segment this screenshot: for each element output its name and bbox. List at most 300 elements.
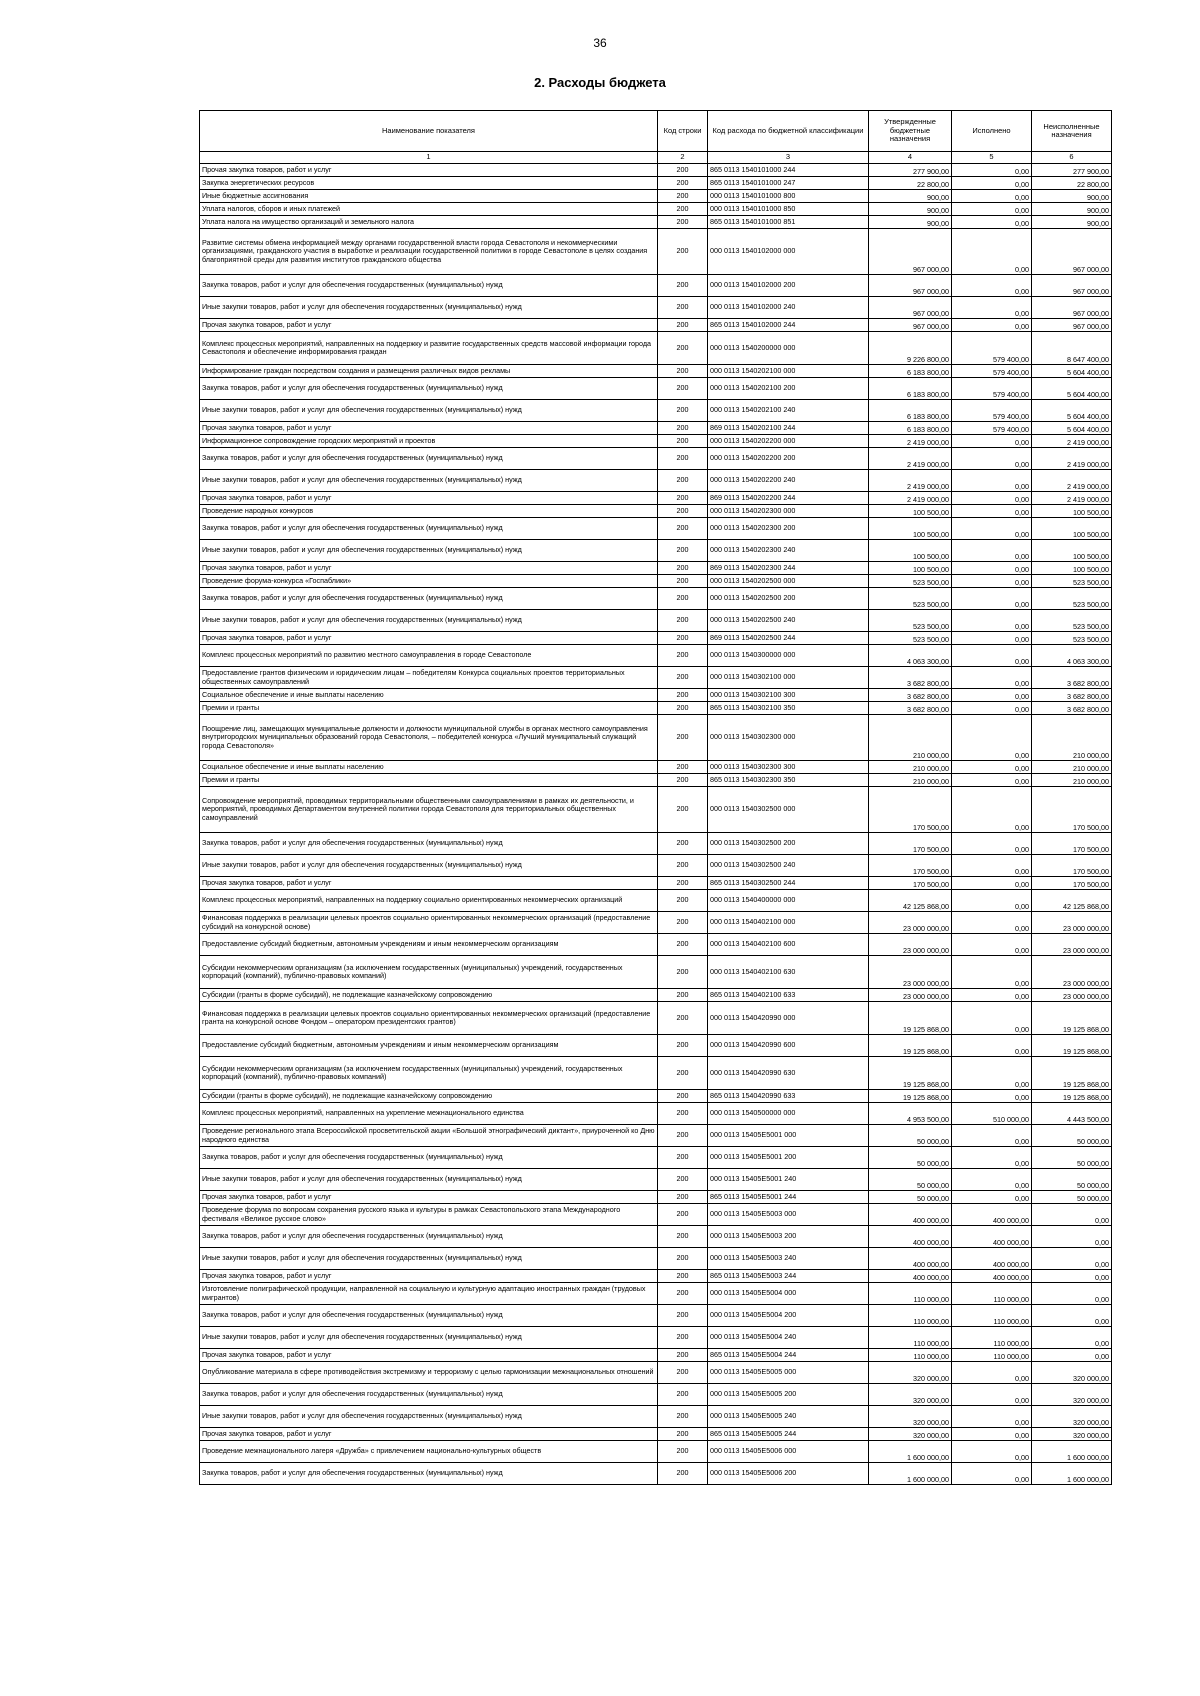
row-line-code: 200 bbox=[658, 177, 708, 190]
row-expense-code: 000 0113 15405E5005 200 bbox=[708, 1384, 869, 1406]
row-executed: 0,00 bbox=[952, 1090, 1032, 1103]
row-expense-code: 000 0113 1540101000 850 bbox=[708, 203, 869, 216]
column-header-name: Наименование показателя bbox=[200, 111, 658, 152]
column-number: 2 bbox=[658, 152, 708, 164]
row-line-code: 200 bbox=[658, 365, 708, 378]
row-executed: 110 000,00 bbox=[952, 1327, 1032, 1349]
table-row bbox=[200, 400, 1112, 422]
row-executed: 0,00 bbox=[952, 774, 1032, 787]
row-name: Субсидии (гранты в форме субсидий), не подлежащие казначейскому сопровождению bbox=[200, 989, 658, 1002]
row-name: Иные закупки товаров, работ и услуг для обеспечения государственных (муниципальных) нужд bbox=[200, 1248, 658, 1270]
row-approved: 523 500,00 bbox=[869, 575, 952, 588]
row-remaining: 0,00 bbox=[1032, 1327, 1112, 1349]
row-expense-code: 000 0113 1540402100 630 bbox=[708, 956, 869, 989]
row-executed: 400 000,00 bbox=[952, 1226, 1032, 1248]
table-row bbox=[200, 1463, 1112, 1485]
row-name: Развитие системы обмена информацией между органами государственной власти города Севастополя и некоммерческими организациями, гражданского участия в выработке и реализации государственной политики в городе Севастополе в целях создания благоприятной среды для развития институтов гражданского общества bbox=[200, 229, 658, 275]
row-executed: 0,00 bbox=[952, 787, 1032, 833]
row-executed: 0,00 bbox=[952, 1428, 1032, 1441]
row-expense-code: 000 0113 15405E5004 000 bbox=[708, 1283, 869, 1305]
row-approved: 320 000,00 bbox=[869, 1406, 952, 1428]
row-executed: 0,00 bbox=[952, 855, 1032, 877]
row-executed: 0,00 bbox=[952, 1362, 1032, 1384]
row-expense-code: 865 0113 1540102000 244 bbox=[708, 319, 869, 332]
table-row bbox=[200, 645, 1112, 667]
row-approved: 900,00 bbox=[869, 203, 952, 216]
row-executed: 110 000,00 bbox=[952, 1349, 1032, 1362]
row-remaining: 50 000,00 bbox=[1032, 1147, 1112, 1169]
row-remaining: 967 000,00 bbox=[1032, 319, 1112, 332]
row-line-code: 200 bbox=[658, 470, 708, 492]
row-name: Иные закупки товаров, работ и услуг для обеспечения государственных (муниципальных) нужд bbox=[200, 470, 658, 492]
table-row bbox=[200, 610, 1112, 632]
table-row bbox=[200, 833, 1112, 855]
row-name: Информационное сопровождение городских мероприятий и проектов bbox=[200, 435, 658, 448]
table-row bbox=[200, 702, 1112, 715]
row-line-code: 200 bbox=[658, 1362, 708, 1384]
row-remaining: 19 125 868,00 bbox=[1032, 1035, 1112, 1057]
row-executed: 0,00 bbox=[952, 229, 1032, 275]
column-header-line-code: Код строки bbox=[658, 111, 708, 152]
row-expense-code: 000 0113 1540500000 000 bbox=[708, 1103, 869, 1125]
row-expense-code: 865 0113 15405E5001 244 bbox=[708, 1191, 869, 1204]
row-line-code: 200 bbox=[658, 435, 708, 448]
row-expense-code: 869 0113 1540202100 244 bbox=[708, 422, 869, 435]
row-line-code: 200 bbox=[658, 588, 708, 610]
row-executed: 0,00 bbox=[952, 912, 1032, 934]
row-executed: 0,00 bbox=[952, 877, 1032, 890]
table-row bbox=[200, 1428, 1112, 1441]
table-row bbox=[200, 689, 1112, 702]
row-executed: 0,00 bbox=[952, 645, 1032, 667]
row-approved: 2 419 000,00 bbox=[869, 435, 952, 448]
column-number: 5 bbox=[952, 152, 1032, 164]
row-line-code: 200 bbox=[658, 689, 708, 702]
row-executed: 0,00 bbox=[952, 1169, 1032, 1191]
row-line-code: 200 bbox=[658, 422, 708, 435]
row-line-code: 200 bbox=[658, 575, 708, 588]
row-expense-code: 869 0113 1540202200 244 bbox=[708, 492, 869, 505]
row-remaining: 523 500,00 bbox=[1032, 575, 1112, 588]
table-row bbox=[200, 1362, 1112, 1384]
table-row bbox=[200, 787, 1112, 833]
row-line-code: 200 bbox=[658, 667, 708, 689]
row-executed: 0,00 bbox=[952, 190, 1032, 203]
table-row bbox=[200, 1283, 1112, 1305]
row-remaining: 22 800,00 bbox=[1032, 177, 1112, 190]
table-row bbox=[200, 774, 1112, 787]
row-remaining: 523 500,00 bbox=[1032, 610, 1112, 632]
row-name: Иные закупки товаров, работ и услуг для обеспечения государственных (муниципальных) нужд bbox=[200, 400, 658, 422]
row-approved: 1 600 000,00 bbox=[869, 1441, 952, 1463]
row-line-code: 200 bbox=[658, 319, 708, 332]
table-row bbox=[200, 275, 1112, 297]
row-remaining: 4 443 500,00 bbox=[1032, 1103, 1112, 1125]
table-row bbox=[200, 956, 1112, 989]
row-name: Закупка товаров, работ и услуг для обеспечения государственных (муниципальных) нужд bbox=[200, 448, 658, 470]
row-line-code: 200 bbox=[658, 1248, 708, 1270]
row-approved: 19 125 868,00 bbox=[869, 1090, 952, 1103]
row-remaining: 100 500,00 bbox=[1032, 518, 1112, 540]
row-expense-code: 000 0113 15405E5003 240 bbox=[708, 1248, 869, 1270]
row-remaining: 320 000,00 bbox=[1032, 1406, 1112, 1428]
row-expense-code: 000 0113 1540302500 200 bbox=[708, 833, 869, 855]
row-name: Закупка энергетических ресурсов bbox=[200, 177, 658, 190]
row-approved: 170 500,00 bbox=[869, 855, 952, 877]
row-remaining: 3 682 800,00 bbox=[1032, 689, 1112, 702]
table-row bbox=[200, 761, 1112, 774]
row-approved: 19 125 868,00 bbox=[869, 1002, 952, 1035]
row-approved: 50 000,00 bbox=[869, 1191, 952, 1204]
row-executed: 0,00 bbox=[952, 761, 1032, 774]
row-line-code: 200 bbox=[658, 505, 708, 518]
row-approved: 1 600 000,00 bbox=[869, 1463, 952, 1485]
row-line-code: 200 bbox=[658, 448, 708, 470]
row-expense-code: 000 0113 1540400000 000 bbox=[708, 890, 869, 912]
row-remaining: 42 125 868,00 bbox=[1032, 890, 1112, 912]
row-approved: 523 500,00 bbox=[869, 632, 952, 645]
row-approved: 4 953 500,00 bbox=[869, 1103, 952, 1125]
row-name: Закупка товаров, работ и услуг для обеспечения государственных (муниципальных) нужд bbox=[200, 1147, 658, 1169]
row-remaining: 170 500,00 bbox=[1032, 855, 1112, 877]
row-approved: 2 419 000,00 bbox=[869, 448, 952, 470]
row-executed: 0,00 bbox=[952, 562, 1032, 575]
row-name: Прочая закупка товаров, работ и услуг bbox=[200, 1349, 658, 1362]
row-remaining: 0,00 bbox=[1032, 1204, 1112, 1226]
row-expense-code: 865 0113 15405E5005 244 bbox=[708, 1428, 869, 1441]
row-line-code: 200 bbox=[658, 275, 708, 297]
row-name: Закупка товаров, работ и услуг для обеспечения государственных (муниципальных) нужд bbox=[200, 1463, 658, 1485]
table-row bbox=[200, 1270, 1112, 1283]
row-approved: 3 682 800,00 bbox=[869, 689, 952, 702]
table-row bbox=[200, 1191, 1112, 1204]
row-executed: 0,00 bbox=[952, 177, 1032, 190]
row-name: Предоставление грантов физическим и юридическим лицам – победителям Конкурса социальных проектов территориальных общественных самоуправлений bbox=[200, 667, 658, 689]
row-name: Предоставление субсидий бюджетным, автономным учреждениям и иным некоммерческим организациям bbox=[200, 1035, 658, 1057]
row-name: Прочая закупка товаров, работ и услуг bbox=[200, 492, 658, 505]
row-expense-code: 000 0113 1540302100 300 bbox=[708, 689, 869, 702]
row-remaining: 0,00 bbox=[1032, 1305, 1112, 1327]
row-name: Прочая закупка товаров, работ и услуг bbox=[200, 632, 658, 645]
row-expense-code: 000 0113 1540202100 240 bbox=[708, 400, 869, 422]
row-line-code: 200 bbox=[658, 1270, 708, 1283]
row-name: Прочая закупка товаров, работ и услуг bbox=[200, 164, 658, 177]
row-approved: 900,00 bbox=[869, 190, 952, 203]
row-line-code: 200 bbox=[658, 1226, 708, 1248]
row-expense-code: 000 0113 15405E5006 200 bbox=[708, 1463, 869, 1485]
row-line-code: 200 bbox=[658, 1384, 708, 1406]
row-line-code: 200 bbox=[658, 645, 708, 667]
row-name: Социальное обеспечение и иные выплаты населению bbox=[200, 761, 658, 774]
row-line-code: 200 bbox=[658, 518, 708, 540]
row-expense-code: 865 0113 1540402100 633 bbox=[708, 989, 869, 1002]
row-approved: 42 125 868,00 bbox=[869, 890, 952, 912]
row-executed: 110 000,00 bbox=[952, 1283, 1032, 1305]
row-expense-code: 000 0113 1540420990 000 bbox=[708, 1002, 869, 1035]
row-expense-code: 000 0113 1540402100 600 bbox=[708, 934, 869, 956]
row-expense-code: 865 0113 1540420990 633 bbox=[708, 1090, 869, 1103]
row-executed: 0,00 bbox=[952, 1406, 1032, 1428]
table-row bbox=[200, 518, 1112, 540]
row-executed: 0,00 bbox=[952, 689, 1032, 702]
row-remaining: 210 000,00 bbox=[1032, 774, 1112, 787]
table-row bbox=[200, 177, 1112, 190]
row-expense-code: 000 0113 1540302300 000 bbox=[708, 715, 869, 761]
row-expense-code: 000 0113 1540300000 000 bbox=[708, 645, 869, 667]
row-remaining: 19 125 868,00 bbox=[1032, 1090, 1112, 1103]
table-row bbox=[200, 297, 1112, 319]
row-line-code: 200 bbox=[658, 890, 708, 912]
row-remaining: 23 000 000,00 bbox=[1032, 989, 1112, 1002]
row-executed: 0,00 bbox=[952, 1191, 1032, 1204]
row-approved: 210 000,00 bbox=[869, 715, 952, 761]
row-remaining: 100 500,00 bbox=[1032, 505, 1112, 518]
table-row bbox=[200, 1057, 1112, 1090]
row-line-code: 200 bbox=[658, 164, 708, 177]
row-line-code: 200 bbox=[658, 1428, 708, 1441]
row-approved: 100 500,00 bbox=[869, 540, 952, 562]
row-line-code: 200 bbox=[658, 1406, 708, 1428]
row-executed: 579 400,00 bbox=[952, 378, 1032, 400]
table-row bbox=[200, 575, 1112, 588]
row-approved: 967 000,00 bbox=[869, 275, 952, 297]
row-remaining: 1 600 000,00 bbox=[1032, 1441, 1112, 1463]
row-remaining: 23 000 000,00 bbox=[1032, 934, 1112, 956]
row-executed: 0,00 bbox=[952, 1125, 1032, 1147]
table-row bbox=[200, 989, 1112, 1002]
row-expense-code: 000 0113 15405E5006 000 bbox=[708, 1441, 869, 1463]
row-line-code: 200 bbox=[658, 934, 708, 956]
row-remaining: 170 500,00 bbox=[1032, 787, 1112, 833]
row-line-code: 200 bbox=[658, 190, 708, 203]
table-row bbox=[200, 435, 1112, 448]
row-name: Иные бюджетные ассигнования bbox=[200, 190, 658, 203]
row-expense-code: 000 0113 15405E5005 000 bbox=[708, 1362, 869, 1384]
row-line-code: 200 bbox=[658, 1327, 708, 1349]
row-executed: 0,00 bbox=[952, 470, 1032, 492]
row-expense-code: 000 0113 1540102000 000 bbox=[708, 229, 869, 275]
row-name: Прочая закупка товаров, работ и услуг bbox=[200, 1270, 658, 1283]
row-expense-code: 000 0113 1540202300 240 bbox=[708, 540, 869, 562]
row-executed: 0,00 bbox=[952, 319, 1032, 332]
column-number-row bbox=[200, 152, 1112, 164]
row-expense-code: 000 0113 1540202500 000 bbox=[708, 575, 869, 588]
row-expense-code: 000 0113 1540302500 000 bbox=[708, 787, 869, 833]
table-row bbox=[200, 319, 1112, 332]
row-name: Проведение форума-конкурса «Госпаблики» bbox=[200, 575, 658, 588]
budget-expenses-table bbox=[199, 110, 1112, 1485]
row-line-code: 200 bbox=[658, 1305, 708, 1327]
row-remaining: 277 900,00 bbox=[1032, 164, 1112, 177]
row-line-code: 200 bbox=[658, 912, 708, 934]
row-line-code: 200 bbox=[658, 989, 708, 1002]
row-executed: 0,00 bbox=[952, 540, 1032, 562]
row-name: Прочая закупка товаров, работ и услуг bbox=[200, 319, 658, 332]
row-expense-code: 000 0113 1540202100 000 bbox=[708, 365, 869, 378]
column-header-expense-code: Код расхода по бюджетной классификации bbox=[708, 111, 869, 152]
row-approved: 100 500,00 bbox=[869, 518, 952, 540]
table-row bbox=[200, 1125, 1112, 1147]
row-expense-code: 000 0113 1540102000 240 bbox=[708, 297, 869, 319]
row-executed: 0,00 bbox=[952, 297, 1032, 319]
row-line-code: 200 bbox=[658, 540, 708, 562]
column-number: 6 bbox=[1032, 152, 1112, 164]
column-number: 4 bbox=[869, 152, 952, 164]
row-remaining: 210 000,00 bbox=[1032, 761, 1112, 774]
row-expense-code: 865 0113 15405E5003 244 bbox=[708, 1270, 869, 1283]
row-name: Иные закупки товаров, работ и услуг для обеспечения государственных (муниципальных) нужд bbox=[200, 1169, 658, 1191]
row-expense-code: 000 0113 1540101000 800 bbox=[708, 190, 869, 203]
row-approved: 50 000,00 bbox=[869, 1125, 952, 1147]
row-line-code: 200 bbox=[658, 1169, 708, 1191]
row-name: Иные закупки товаров, работ и услуг для обеспечения государственных (муниципальных) нужд bbox=[200, 855, 658, 877]
row-name: Премии и гранты bbox=[200, 774, 658, 787]
row-name: Иные закупки товаров, работ и услуг для обеспечения государственных (муниципальных) нужд bbox=[200, 297, 658, 319]
row-expense-code: 000 0113 1540202300 000 bbox=[708, 505, 869, 518]
row-approved: 900,00 bbox=[869, 216, 952, 229]
row-approved: 6 183 800,00 bbox=[869, 378, 952, 400]
row-remaining: 8 647 400,00 bbox=[1032, 332, 1112, 365]
row-approved: 170 500,00 bbox=[869, 877, 952, 890]
row-expense-code: 869 0113 1540202300 244 bbox=[708, 562, 869, 575]
row-name: Закупка товаров, работ и услуг для обеспечения государственных (муниципальных) нужд bbox=[200, 1384, 658, 1406]
row-line-code: 200 bbox=[658, 332, 708, 365]
row-remaining: 523 500,00 bbox=[1032, 588, 1112, 610]
table-row bbox=[200, 934, 1112, 956]
row-executed: 0,00 bbox=[952, 715, 1032, 761]
row-line-code: 200 bbox=[658, 610, 708, 632]
row-approved: 400 000,00 bbox=[869, 1226, 952, 1248]
row-name: Комплекс процессных мероприятий по развитию местного самоуправления в городе Севастополе bbox=[200, 645, 658, 667]
column-header-approved: Утвержденные бюджетные назначения bbox=[869, 111, 952, 152]
row-expense-code: 000 0113 1540202300 200 bbox=[708, 518, 869, 540]
table-body bbox=[200, 164, 1112, 1485]
row-expense-code: 865 0113 15405E5004 244 bbox=[708, 1349, 869, 1362]
row-executed: 0,00 bbox=[952, 435, 1032, 448]
row-name: Прочая закупка товаров, работ и услуг bbox=[200, 877, 658, 890]
table-row bbox=[200, 1035, 1112, 1057]
row-name: Опубликование материала в сфере противодействия экстремизму и терроризму с целью гармонизации межнациональных отношений bbox=[200, 1362, 658, 1384]
table-row bbox=[200, 667, 1112, 689]
row-remaining: 23 000 000,00 bbox=[1032, 912, 1112, 934]
row-executed: 0,00 bbox=[952, 1384, 1032, 1406]
row-expense-code: 000 0113 1540420990 600 bbox=[708, 1035, 869, 1057]
row-remaining: 19 125 868,00 bbox=[1032, 1002, 1112, 1035]
row-executed: 0,00 bbox=[952, 164, 1032, 177]
row-executed: 0,00 bbox=[952, 505, 1032, 518]
table-row bbox=[200, 505, 1112, 518]
row-line-code: 200 bbox=[658, 1057, 708, 1090]
row-executed: 0,00 bbox=[952, 1441, 1032, 1463]
row-approved: 50 000,00 bbox=[869, 1169, 952, 1191]
page-number: 36 bbox=[593, 36, 607, 50]
row-name: Субсидии некоммерческим организациям (за исключением государственных (муниципальных) учреждений, государственных корпораций (компаний), публично-правовых компаний) bbox=[200, 956, 658, 989]
row-executed: 0,00 bbox=[952, 203, 1032, 216]
row-name: Прочая закупка товаров, работ и услуг bbox=[200, 422, 658, 435]
row-executed: 0,00 bbox=[952, 216, 1032, 229]
table-row bbox=[200, 562, 1112, 575]
row-name: Финансовая поддержка в реализации целевых проектов социально ориентированных некоммерческих организаций (предоставление субсидий на конкурсной основе) bbox=[200, 912, 658, 934]
table-row bbox=[200, 365, 1112, 378]
row-executed: 510 000,00 bbox=[952, 1103, 1032, 1125]
table-row bbox=[200, 1349, 1112, 1362]
row-remaining: 5 604 400,00 bbox=[1032, 400, 1112, 422]
table-row bbox=[200, 378, 1112, 400]
row-executed: 0,00 bbox=[952, 588, 1032, 610]
row-expense-code: 000 0113 1540420990 630 bbox=[708, 1057, 869, 1090]
row-remaining: 2 419 000,00 bbox=[1032, 492, 1112, 505]
row-line-code: 200 bbox=[658, 1002, 708, 1035]
row-name: Комплекс процессных мероприятий, направленных на поддержку социально ориентированных некоммерческих организаций bbox=[200, 890, 658, 912]
row-line-code: 200 bbox=[658, 1441, 708, 1463]
row-name: Закупка товаров, работ и услуг для обеспечения государственных (муниципальных) нужд bbox=[200, 378, 658, 400]
row-expense-code: 869 0113 1540202500 244 bbox=[708, 632, 869, 645]
table-row bbox=[200, 1002, 1112, 1035]
table-row bbox=[200, 588, 1112, 610]
row-name: Предоставление субсидий бюджетным, автономным учреждениям и иным некоммерческим организациям bbox=[200, 934, 658, 956]
row-approved: 4 063 300,00 bbox=[869, 645, 952, 667]
row-line-code: 200 bbox=[658, 216, 708, 229]
row-expense-code: 000 0113 15405E5001 200 bbox=[708, 1147, 869, 1169]
row-remaining: 320 000,00 bbox=[1032, 1428, 1112, 1441]
row-expense-code: 000 0113 1540202200 240 bbox=[708, 470, 869, 492]
row-remaining: 5 604 400,00 bbox=[1032, 365, 1112, 378]
row-executed: 400 000,00 bbox=[952, 1248, 1032, 1270]
row-approved: 19 125 868,00 bbox=[869, 1057, 952, 1090]
row-expense-code: 000 0113 1540402100 000 bbox=[708, 912, 869, 934]
row-name: Закупка товаров, работ и услуг для обеспечения государственных (муниципальных) нужд bbox=[200, 275, 658, 297]
row-approved: 3 682 800,00 bbox=[869, 667, 952, 689]
row-approved: 523 500,00 bbox=[869, 588, 952, 610]
row-expense-code: 000 0113 1540202100 200 bbox=[708, 378, 869, 400]
row-executed: 0,00 bbox=[952, 275, 1032, 297]
row-expense-code: 000 0113 1540302100 000 bbox=[708, 667, 869, 689]
table-row bbox=[200, 422, 1112, 435]
row-name: Иные закупки товаров, работ и услуг для обеспечения государственных (муниципальных) нужд bbox=[200, 1327, 658, 1349]
table-row bbox=[200, 1103, 1112, 1125]
row-approved: 967 000,00 bbox=[869, 297, 952, 319]
table-row bbox=[200, 1384, 1112, 1406]
row-executed: 0,00 bbox=[952, 956, 1032, 989]
row-expense-code: 000 0113 15405E5001 000 bbox=[708, 1125, 869, 1147]
column-number: 3 bbox=[708, 152, 869, 164]
row-remaining: 23 000 000,00 bbox=[1032, 956, 1112, 989]
row-remaining: 900,00 bbox=[1032, 216, 1112, 229]
row-executed: 0,00 bbox=[952, 492, 1032, 505]
row-name: Закупка товаров, работ и услуг для обеспечения государственных (муниципальных) нужд bbox=[200, 1305, 658, 1327]
table-row bbox=[200, 229, 1112, 275]
table-row bbox=[200, 855, 1112, 877]
row-expense-code: 000 0113 1540302500 240 bbox=[708, 855, 869, 877]
row-approved: 23 000 000,00 bbox=[869, 934, 952, 956]
table-row bbox=[200, 216, 1112, 229]
row-name: Информирование граждан посредством создания и размещения различных видов рекламы bbox=[200, 365, 658, 378]
row-remaining: 170 500,00 bbox=[1032, 877, 1112, 890]
row-remaining: 1 600 000,00 bbox=[1032, 1463, 1112, 1485]
row-expense-code: 000 0113 1540202200 200 bbox=[708, 448, 869, 470]
row-line-code: 200 bbox=[658, 715, 708, 761]
row-line-code: 200 bbox=[658, 787, 708, 833]
row-executed: 0,00 bbox=[952, 448, 1032, 470]
row-name: Сопровождение мероприятий, проводимых территориальными общественными самоуправлениями в рамках их деятельности, и мероприятий, проводимых Департаментом внутренней политики города Севастополя для территориальных общественных самоуправлений bbox=[200, 787, 658, 833]
table-row bbox=[200, 448, 1112, 470]
row-approved: 110 000,00 bbox=[869, 1349, 952, 1362]
table-row bbox=[200, 470, 1112, 492]
table-row bbox=[200, 492, 1112, 505]
row-name: Социальное обеспечение и иные выплаты населению bbox=[200, 689, 658, 702]
row-approved: 100 500,00 bbox=[869, 562, 952, 575]
row-remaining: 320 000,00 bbox=[1032, 1362, 1112, 1384]
